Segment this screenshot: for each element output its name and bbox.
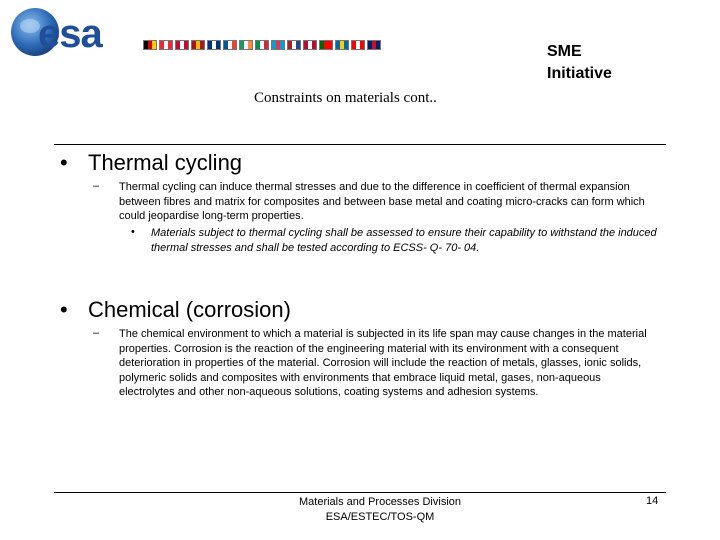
thermal-cycling-paragraph: Thermal cycling can induce thermal stresses and due to the difference in coefficient of thermal expansion between fibres and matrix for composites and between base metal and coating micro-cracks can form which could jeopardise long-term properties. xyxy=(119,181,645,222)
flag-icon xyxy=(335,40,349,50)
flag-icon xyxy=(319,40,333,50)
flag-icon xyxy=(255,40,269,50)
flag-icon xyxy=(303,40,317,50)
header-divider xyxy=(54,144,666,145)
dash-bullet: – xyxy=(93,327,100,339)
flag-icon xyxy=(207,40,221,50)
flag-icon xyxy=(351,40,365,50)
dash-bullet: – xyxy=(93,180,100,192)
member-state-flags xyxy=(143,40,381,50)
flag-icon xyxy=(175,40,189,50)
footer-text xyxy=(230,495,530,525)
page-subtitle: Constraints on materials cont.. xyxy=(254,90,437,106)
sme-initiative-label: SME Initiative xyxy=(547,43,612,82)
esa-logo-text: esa xyxy=(38,12,102,56)
page-number: 14 xyxy=(646,495,659,507)
flag-icon xyxy=(191,40,205,50)
esa-logo xyxy=(10,4,150,60)
flag-icon xyxy=(223,40,237,50)
section-title: Chemical (corrosion) xyxy=(88,297,291,322)
flag-icon xyxy=(367,40,381,50)
flag-icon xyxy=(239,40,253,50)
section-title: Thermal cycling xyxy=(88,150,243,175)
section-chemical-corrosion xyxy=(60,297,291,323)
flag-icon xyxy=(143,40,157,50)
corrosion-paragraph: The chemical environment to which a material is subjected in its life span may cause changes in the material properties. Corrosion is the reaction of the engineering material with its environment with a consequent deterioration in properties of the material. Corrosion will include the reaction of metals, glasses, ionic solids, polymeric solids and composites with environments that embrace liquid metal, gases, non-aqueous electrolytes and other non-aqueous solutions, coating systems and adhesion systems. xyxy=(119,328,647,398)
footer-divider xyxy=(54,492,666,493)
bullet: • xyxy=(60,150,68,175)
thermal-cycling-requirement: Materials subject to thermal cycling shall be assessed to ensure their capability to withstand the induced thermal stresses and shall be tested according to ECSS- Q- 70- 04. xyxy=(151,227,657,254)
footer-department: ESA/ESTEC/TOS-QM xyxy=(325,511,435,523)
footer-division: Materials and Processes Division xyxy=(298,496,461,508)
section-thermal-cycling xyxy=(60,150,242,176)
flag-icon xyxy=(287,40,301,50)
flag-icon xyxy=(271,40,285,50)
sub-bullet: • xyxy=(131,226,135,238)
flag-icon xyxy=(159,40,173,50)
bullet: • xyxy=(60,297,68,322)
